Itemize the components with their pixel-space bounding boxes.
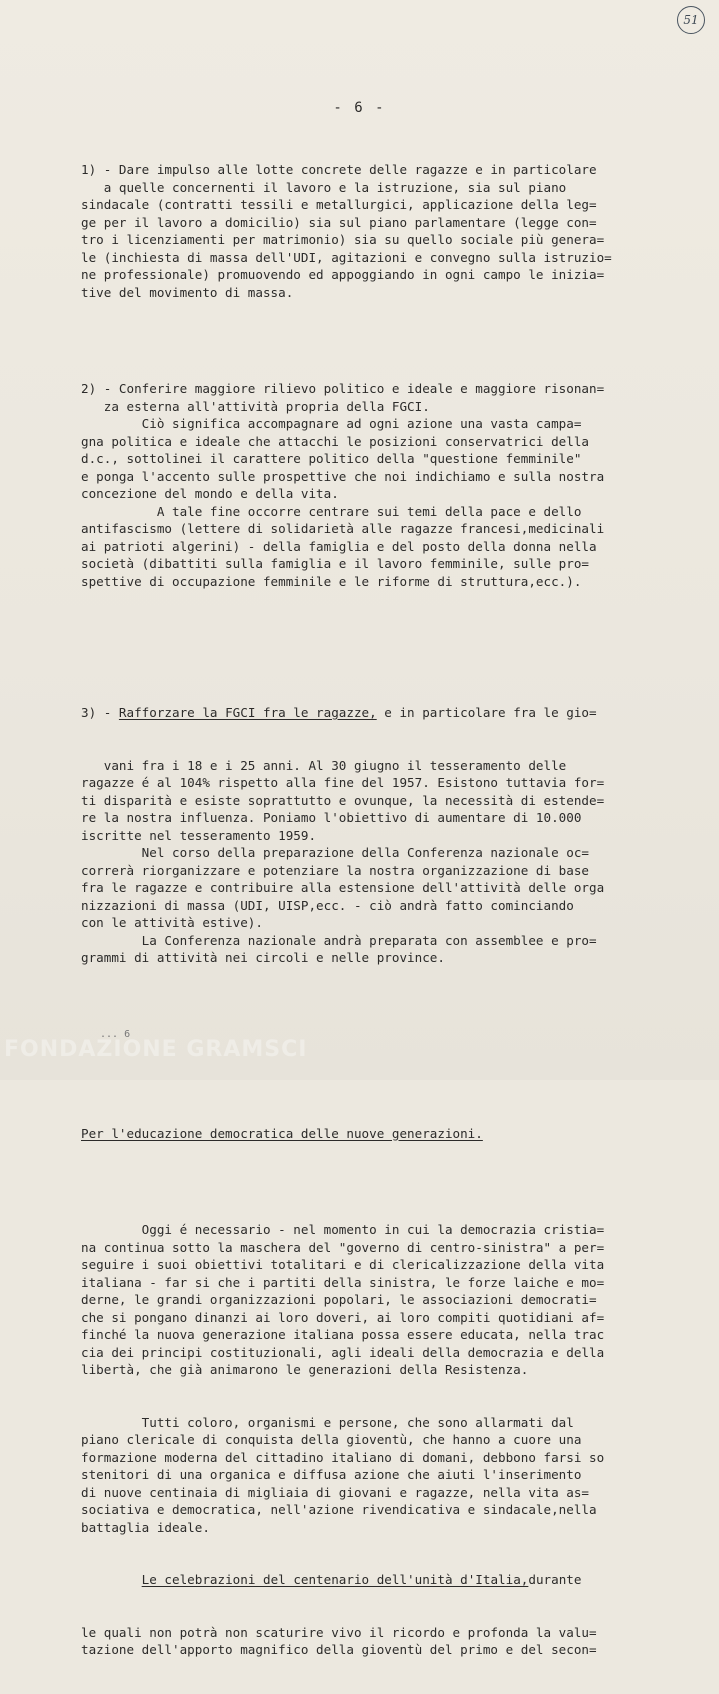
text-line: ragazze é al 104% rispetto alla fine del 1957. Esistono tuttavia for= (81, 775, 605, 790)
text-line: tive del movimento di massa. (81, 284, 294, 300)
text-line: Nel corso della preparazione della Conferenza nazionale oc= (81, 845, 589, 860)
section-paragraph-2 (81, 1414, 661, 1537)
text-line: piano clericale di conquista della gioventù, che hanno a cuore una (81, 1432, 582, 1447)
archive-stamp: 51 (677, 6, 705, 34)
point-3 (81, 669, 661, 1002)
closing-rest: durante (528, 1572, 582, 1587)
text-line: concezione del mondo e della vita. (81, 486, 339, 501)
text-line: fra le ragazze e contribuire alla estensione dell'attività delle orga (81, 880, 605, 895)
text-line: Oggi é necessario - nel momento in cui la democrazia cristia= (81, 1222, 605, 1237)
text-line: na continua sotto la maschera del "governo di centro-sinistra" a per= (81, 1239, 605, 1255)
section-heading: Per l'educazione democratica delle nuove generazioni. (81, 1125, 483, 1141)
text-line: za esterna all'attività propria della FGCI. (81, 398, 430, 414)
text-line: nizzazioni di massa (UDI, UISP,ecc. - ciò andrà fatto cominciando (81, 897, 574, 913)
point-3-number: 3) - (81, 705, 119, 720)
closing-lead-line (81, 1571, 661, 1589)
text-line: La Conferenza nazionale andrà preparata con assemblee e pro= (81, 932, 597, 948)
point-2 (81, 380, 661, 590)
text-line: società (dibattiti sulla famiglia e il lavoro femminile, sulle pro= (81, 556, 589, 571)
closing-lines (81, 1624, 661, 1659)
text-line: formazione moderna del cittadino italiano di domani, debbono farsi so (81, 1449, 605, 1465)
text-line: di nuove centinaia di migliaia di giovani e ragazze, nella vita as= (81, 1484, 589, 1500)
text-line: tazione dell'apporto magnifico della gioventù del primo e del secon= (81, 1642, 597, 1657)
text-line: italiana - far si che i partiti della sinistra, le forze laiche e mo= (81, 1274, 605, 1290)
text-line: battaglia ideale. (81, 1519, 210, 1535)
text-line: le (inchiesta di massa dell'UDI, agitazioni e convegno sulla istruzio= (81, 249, 612, 265)
text-line: seguire i suoi obiettivi totalitari e di clericalizzazione della vita (81, 1257, 605, 1272)
text-line: finché la nuova generazione italiana possa essere educata, nella trac (81, 1327, 605, 1342)
page-number: - 6 - (333, 100, 386, 116)
text-line: antifascismo (lettere di solidarietà alle ragazze francesi,medicinali (81, 521, 605, 536)
text-line: cia dei principi costituzionali, agli ideali della democrazia e della (81, 1344, 605, 1360)
watermark: FONDAZIONE GRAMSCI (4, 1037, 308, 1062)
section-paragraph-1 (81, 1221, 661, 1379)
text-line: Ciò significa accompagnare ad ogni azione una vasta campa= (81, 416, 582, 431)
text-line: re la nostra influenza. Poniamo l'obiettivo di aumentare di 10.000 (81, 810, 582, 825)
closing-underlined-title: Le celebrazioni del centenario dell'unità d'Italia, (141, 1572, 529, 1587)
text-line: spettive di occupazione femminile e le riforme di struttura,ecc.). (81, 573, 582, 589)
point-3-underlined-title: Rafforzare la FGCI fra le ragazze, (118, 705, 377, 720)
text-line: 1) - Dare impulso alle lotte concrete delle ragazze e in particolare (81, 162, 597, 177)
point-1 (81, 161, 661, 301)
text-line: Tutti coloro, organismi e persone, che sono allarmati dal (81, 1414, 574, 1430)
text-line: ai patrioti algerini) - della famiglia e del posto della donna nella (81, 538, 597, 554)
text-line: a quelle concernenti il lavoro e la istruzione, sia sul piano (81, 179, 567, 195)
text-line: grammi di attività nei circoli e nelle province. (81, 950, 445, 965)
text-line: ne professionale) promuovendo ed appoggiando in ogni campo le inizia= (81, 267, 605, 282)
footer-mark: ... 6 (100, 1029, 131, 1040)
text-line: iscritte nel tesseramento 1959. (81, 827, 317, 843)
point-3-lines (81, 757, 661, 967)
text-line: stenitori di una organica e diffusa azione che aiuti l'inserimento (81, 1467, 582, 1482)
point-3-lead-line (81, 704, 661, 722)
text-line: A tale fine occorre centrare sui temi della pace e dello (81, 503, 582, 519)
text-line: tro i licenziamenti per matrimonio) sia su quello sociale più genera= (81, 232, 605, 247)
text-line: libertà, che già animarono le generazioni della Resistenza. (81, 1362, 529, 1377)
text-line: d.c., sottolinei il carattere politico della "questione femminile" (81, 451, 582, 466)
document-body (81, 126, 661, 1694)
text-line: ge per il lavoro a domicilio) sia sul piano parlamentare (legge con= (81, 214, 597, 230)
text-line: vani fra i 18 e i 25 anni. Al 30 giugno il tesseramento delle (81, 757, 567, 773)
text-line: derne, le grandi organizzazioni popolari, le associazioni democrati= (81, 1292, 597, 1307)
text-line: correrà riorganizzare e potenziare la nostra organizzazione di base (81, 862, 589, 878)
text-line: 2) - Conferire maggiore rilievo politico e ideale e maggiore risonan= (81, 381, 605, 396)
text-line: sindacale (contratti tessili e metallurgici, applicazione della leg= (81, 197, 597, 212)
point-3-lead-rest: e in particolare fra le gio= (376, 705, 597, 720)
text-line: le quali non potrà non scaturire vivo il ricordo e profonda la valu= (81, 1624, 597, 1640)
closing-indent (81, 1572, 142, 1587)
text-line: che si pongano dinanzi ai loro doveri, ai loro compiti quotidiani af= (81, 1309, 605, 1325)
text-line: gna politica e ideale che attacchi le posizioni conservatrici della (81, 433, 589, 449)
text-line: e ponga l'accento sulle prospettive che noi indichiamo e sulla nostra (81, 468, 605, 484)
text-line: sociativa e democratica, nell'azione rivendicativa e sindacale,nella (81, 1502, 597, 1517)
text-line: con le attività estive). (81, 915, 263, 930)
text-line: ti disparità e esiste soprattutto e ovunque, la necessità di estende= (81, 792, 605, 808)
